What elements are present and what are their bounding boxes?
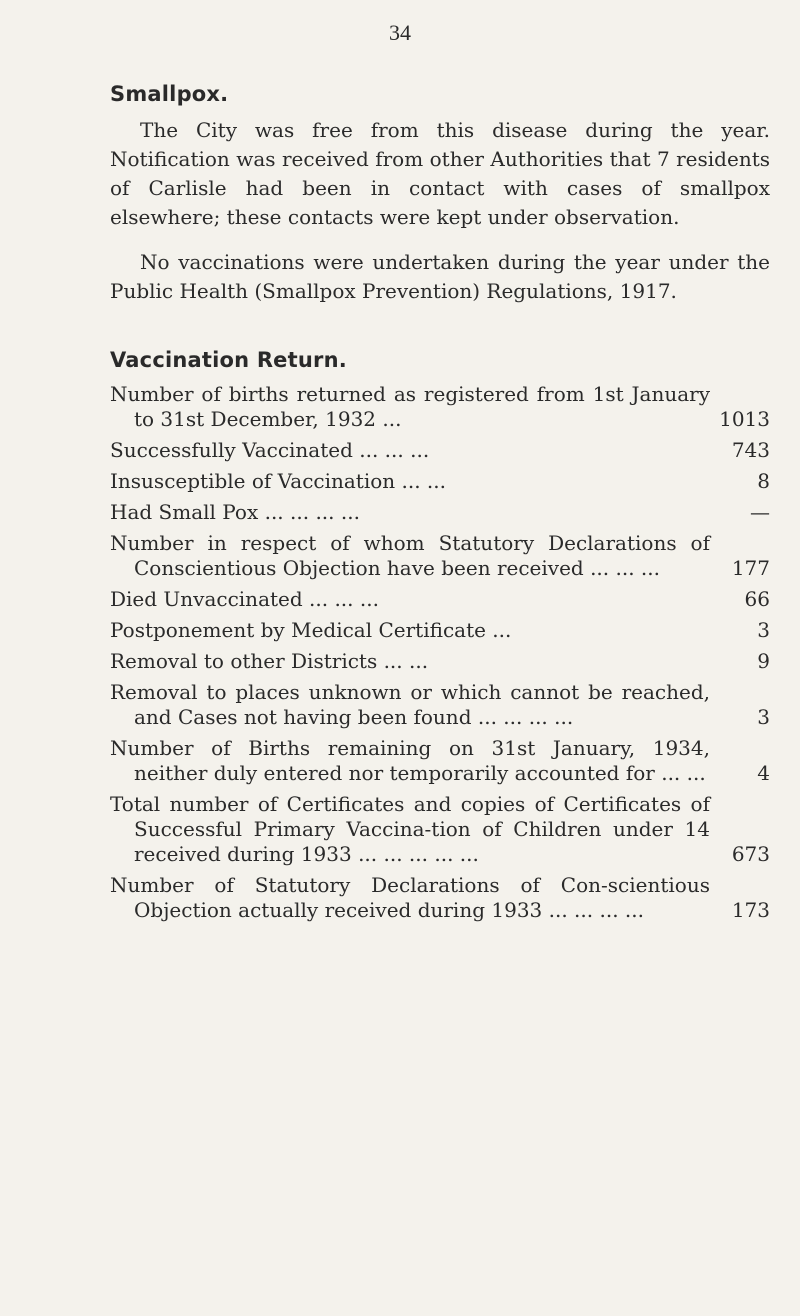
- table-row: [110, 736, 770, 786]
- row-value: 9: [757, 649, 770, 673]
- row-label: Had Small Pox ... ... ... ...: [110, 500, 360, 524]
- row-value: 743: [731, 438, 770, 462]
- row-label: Total number of Certificates and copies of Certificates of Successful Primary Vaccina-tion of Children under 14 received during 1933 ... ... ... ... ...: [110, 792, 710, 866]
- row-label: Number of Births remaining on 31st January, 1934, neither duly entered nor temporarily accounted for ... ...: [110, 736, 710, 785]
- row-value: 3: [757, 618, 770, 642]
- row-label: Insusceptible of Vaccination ... ...: [110, 469, 447, 493]
- row-value: 177: [731, 556, 770, 580]
- row-value: 3: [757, 705, 770, 729]
- table-row: [110, 531, 770, 581]
- row-value: 673: [731, 842, 770, 866]
- vaccination-return-table: [110, 382, 770, 923]
- table-row: [110, 649, 770, 674]
- table-row: [110, 873, 770, 923]
- table-row: [110, 618, 770, 643]
- row-label: Number in respect of whom Statutory Declarations of Conscientious Objection have been received ... ... ...: [110, 531, 710, 580]
- table-row: [110, 469, 770, 494]
- page-content: [110, 82, 770, 929]
- table-row: [110, 680, 770, 730]
- row-label: Number of births returned as registered from 1st January to 31st December, 1932 ...: [110, 382, 710, 431]
- row-label: Removal to places unknown or which cannot be reached, and Cases not having been found ... ... ... ...: [110, 680, 710, 729]
- row-label: Successfully Vaccinated ... ... ...: [110, 438, 430, 462]
- row-label: Removal to other Districts ... ...: [110, 649, 429, 673]
- row-value: —: [750, 500, 770, 524]
- table-row: [110, 438, 770, 463]
- row-value: 8: [757, 469, 770, 493]
- table-row: [110, 792, 770, 867]
- row-value: 173: [731, 898, 770, 922]
- smallpox-paragraph-2: No vaccinations were undertaken during the year under the Public Health (Smallpox Prevention) Regulations, 1917.: [110, 250, 770, 303]
- row-label: Postponement by Medical Certificate ...: [110, 618, 512, 642]
- page-number: 34: [389, 20, 411, 45]
- row-value: 66: [744, 587, 770, 611]
- table-row: [110, 587, 770, 612]
- table-row: [110, 382, 770, 432]
- smallpox-paragraph-1: The City was free from this disease during the year. Notification was received from other Authorities that 7 residents of Carlisle had been in contact with cases of smallpox elsewhere; these contacts were kept under observation.: [110, 118, 770, 229]
- smallpox-heading: Smallpox.: [110, 82, 229, 106]
- row-value: 4: [757, 761, 770, 785]
- row-label: Number of Statutory Declarations of Con-scientious Objection actually received during 1933 ... ... ... ...: [110, 873, 710, 922]
- row-value: 1013: [719, 407, 770, 431]
- vaccination-return-heading: Vaccination Return.: [110, 348, 347, 372]
- table-row: [110, 500, 770, 525]
- row-label: Died Unvaccinated ... ... ...: [110, 587, 379, 611]
